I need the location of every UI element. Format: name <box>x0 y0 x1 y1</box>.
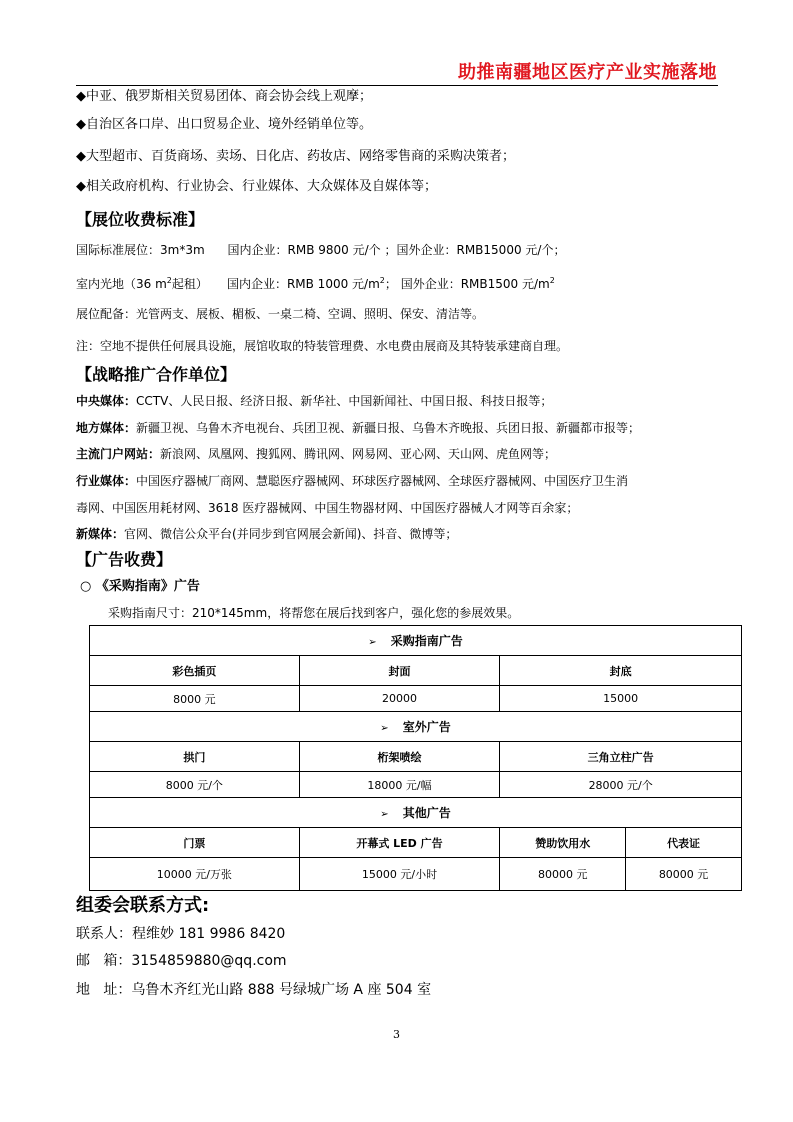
table-cell: 80000 元 <box>500 858 626 891</box>
table-cell: 80000 元 <box>626 858 742 891</box>
table-header-row <box>90 742 742 772</box>
page-header-title: 助推南疆地区医疗产业实施落地 <box>458 62 717 83</box>
page-number: 3 <box>393 1028 400 1041</box>
partner-newmedia: 新媒体：官网、微信公众平台(并同步到官网展会新闻)、抖音、微博等； <box>76 527 458 541</box>
table-header: 三角立柱广告 <box>500 742 742 772</box>
ad-pricing-table <box>89 625 742 891</box>
table-header-row <box>90 656 742 686</box>
booth-config: 展位配备：光管两支、展板、楣板、一桌二椅、空调、照明、保安、清洁等。 <box>76 307 485 321</box>
partners-section-title: 【战略推广合作单位】 <box>76 365 237 384</box>
partner-portal: 主流门户网站：新浪网、凤凰网、搜狐网、腾讯网、网易网、亚心网、天山网、虎鱼网等； <box>76 447 557 461</box>
booth-note: 注：空地不提供任何展具设施，展馆收取的特装管理费、水电费由展商及其特装承建商自理。 <box>76 339 569 353</box>
outdoor-ads-title: ➢ 室外广告 <box>90 712 742 742</box>
contact-email: 邮 箱：3154859880@qq.com <box>76 953 287 969</box>
table-header: 门票 <box>90 828 300 858</box>
table-header: 封底 <box>500 656 742 686</box>
contact-address: 地 址：乌鲁木齐红光山路 888 号绿城广场 A 座 504 室 <box>76 982 432 998</box>
table-cell: 15000 元/小时 <box>299 858 500 891</box>
table-header: 代表证 <box>626 828 742 858</box>
guide-ads-title: ➢ 采购指南广告 <box>90 626 742 656</box>
arrow-icon: ➢ <box>368 637 377 648</box>
table-header-row <box>90 828 742 858</box>
table-header: 彩色插页 <box>90 656 300 686</box>
table-header: 拱门 <box>90 742 300 772</box>
arrow-icon: ➢ <box>380 809 389 820</box>
table-row <box>90 772 742 798</box>
contact-title: 组委会联系方式: <box>76 895 210 916</box>
guide-heading: ○ 《采购指南》广告 <box>80 579 200 594</box>
table-cell: 10000 元/万张 <box>90 858 300 891</box>
table-cell: 28000 元/个 <box>500 772 742 798</box>
other-ads-title: ➢ 其他广告 <box>90 798 742 828</box>
booth-raw-space: 室内光地（36 $m^2$起租） 国内企业：RMB 1000 元$/m^2$； 国外企业：RMB1500 元$/m^2$ <box>76 276 555 291</box>
booth-standard: 国际标准展位：3m*3m 国内企业：RMB 9800 元/个 ；国外企业：RMB15000 元/个； <box>76 243 566 257</box>
audience-item: ◆自治区各口岸、出口贸易企业、境外经销单位等。 <box>76 117 372 132</box>
table-cell: 8000 元 <box>90 686 300 712</box>
table-row <box>90 686 742 712</box>
table-cell: 8000 元/个 <box>90 772 300 798</box>
table-section-row <box>90 798 742 828</box>
audience-item: ◆大型超市、百货商场、卖场、日化店、药妆店、网络零售商的采购决策者； <box>76 149 515 164</box>
table-header: 开幕式 LED 广告 <box>299 828 500 858</box>
partner-central: 中央媒体：CCTV、人民日报、经济日报、新华社、中国新闻社、中国日报、科技日报等； <box>76 394 553 408</box>
table-header: 赞助饮用水 <box>500 828 626 858</box>
table-cell: 20000 <box>299 686 500 712</box>
table-section-row <box>90 712 742 742</box>
contact-person: 联系人：程维妙 181 9986 8420 <box>76 926 286 942</box>
partner-industry-cont: 毒网、中国医用耗材网、3618 医疗器械网、中国生物器材网、中国医疗器械人才网等百余家； <box>76 501 579 515</box>
partner-local: 地方媒体：新疆卫视、乌鲁木齐电视台、兵团卫视、新疆日报、乌鲁木齐晚报、兵团日报、新疆都市报等； <box>76 421 641 435</box>
ads-section-title: 【广告收费】 <box>76 550 173 569</box>
table-section-row <box>90 626 742 656</box>
booth-section-title: 【展位收费标准】 <box>76 210 205 229</box>
partner-industry: 行业媒体：中国医疗器械厂商网、慧聪医疗器械网、环球医疗器械网、全球医疗器械网、中国医疗卫生消 <box>76 474 629 488</box>
table-cell: 18000 元/幅 <box>299 772 500 798</box>
page-content <box>76 86 726 1005</box>
audience-item: ◆相关政府机构、行业协会、行业媒体、大众媒体及自媒体等； <box>76 179 437 194</box>
arrow-icon: ➢ <box>380 723 389 734</box>
table-header: 封面 <box>299 656 500 686</box>
guide-size: 采购指南尺寸：210*145mm，将帮您在展后找到客户，强化您的参展效果。 <box>108 606 520 620</box>
table-row <box>90 858 742 891</box>
table-cell: 15000 <box>500 686 742 712</box>
audience-item: ◆中亚、俄罗斯相关贸易团体、商会协会线上观摩； <box>76 89 372 104</box>
table-header: 桁架喷绘 <box>299 742 500 772</box>
